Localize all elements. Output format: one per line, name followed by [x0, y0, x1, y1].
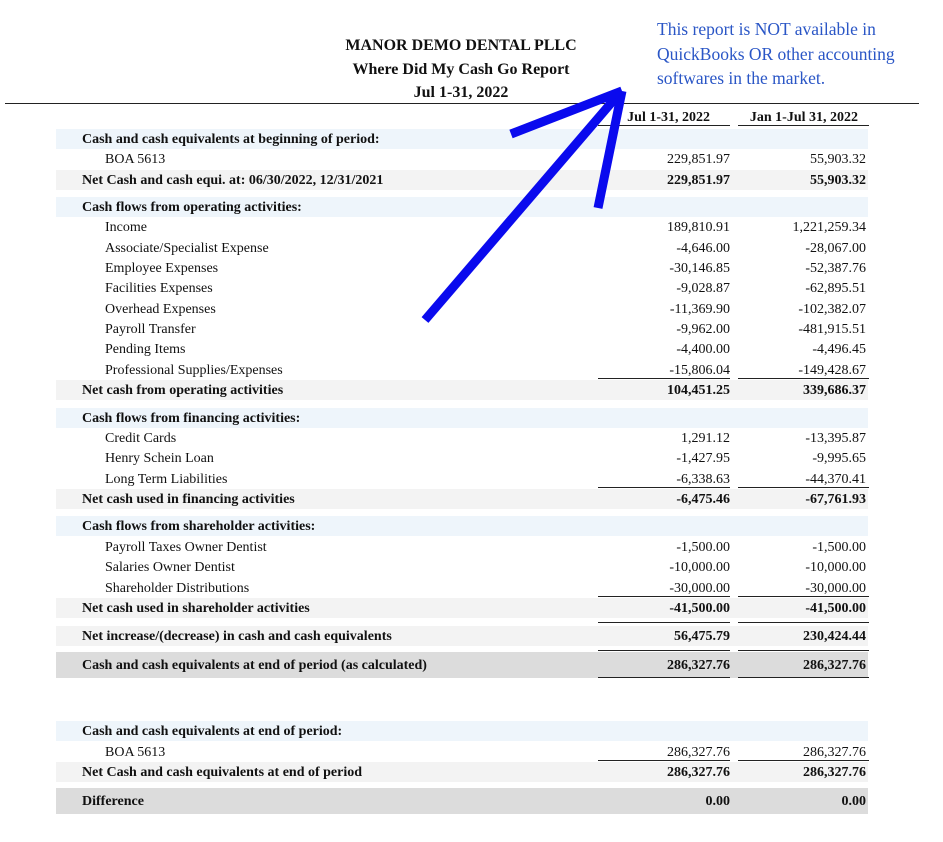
row-label: Net Cash and cash equivalents at end of period — [82, 765, 363, 780]
annotation-line: QuickBooks OR other accounting — [657, 43, 895, 64]
value-ytd: -13,395.87 — [805, 431, 866, 446]
value-ytd: 230,424.44 — [803, 629, 866, 644]
value-ytd: -10,000.00 — [805, 560, 866, 575]
value-jul: -4,400.00 — [676, 342, 730, 357]
value-jul: 104,451.25 — [667, 383, 730, 398]
value-jul: 286,327.76 — [667, 658, 730, 673]
value-ytd: -44,370.41 — [805, 472, 866, 487]
row-label: Employee Expenses — [105, 261, 219, 276]
row-label: Cash and cash equivalents at beginning of period: — [82, 132, 380, 147]
value-jul: -30,000.00 — [669, 581, 730, 596]
value-jul: -30,146.85 — [669, 261, 730, 276]
column-header-jul: Jul 1-31, 2022 — [627, 110, 710, 125]
row-label: Pending Items — [105, 342, 186, 357]
row-label: Payroll Transfer — [105, 322, 196, 337]
value-ytd: 0.00 — [841, 794, 866, 809]
value-jul: 189,810.91 — [667, 220, 730, 235]
row-label: Cash flows from operating activities: — [82, 200, 302, 215]
row-label: Long Term Liabilities — [105, 472, 228, 487]
value-ytd: -62,895.51 — [805, 281, 866, 296]
value-ytd: 55,903.32 — [810, 173, 866, 188]
value-ytd: -102,382.07 — [798, 302, 866, 317]
row-label: Salaries Owner Dentist — [105, 560, 235, 575]
row-label: Net increase/(decrease) in cash and cash equivalents — [82, 629, 392, 644]
value-ytd: 286,327.76 — [803, 745, 866, 760]
value-jul: -10,000.00 — [669, 560, 730, 575]
row-label: Cash flows from financing activities: — [82, 411, 301, 426]
row-label: Facilities Expenses — [105, 281, 213, 296]
value-ytd: -30,000.00 — [805, 581, 866, 596]
value-ytd: 1,221,259.34 — [792, 220, 866, 235]
value-ytd: -481,915.51 — [798, 322, 866, 337]
value-jul: -1,500.00 — [676, 540, 730, 555]
value-jul: -4,646.00 — [676, 241, 730, 256]
value-ytd: 286,327.76 — [803, 765, 866, 780]
row-label: BOA 5613 — [105, 152, 166, 167]
value-jul: -1,427.95 — [676, 451, 730, 466]
row-label: BOA 5613 — [105, 745, 166, 760]
row-label: Cash and cash equivalents at end of period: — [82, 724, 343, 739]
row-label: Difference — [82, 794, 144, 809]
row-label: Cash flows from shareholder activities: — [82, 519, 316, 534]
value-jul: 0.00 — [705, 794, 730, 809]
column-header-ytd: Jan 1-Jul 31, 2022 — [749, 110, 858, 125]
row-label: Henry Schein Loan — [105, 451, 214, 466]
value-ytd: 339,686.37 — [803, 383, 866, 398]
value-jul: -15,806.04 — [669, 363, 730, 378]
row-label: Income — [105, 220, 147, 235]
value-jul: -6,338.63 — [676, 472, 730, 487]
annotation-line: softwares in the market. — [657, 68, 826, 88]
row-label: Net cash used in financing activities — [82, 492, 295, 507]
value-ytd: -28,067.00 — [805, 241, 866, 256]
row-label: Net cash from operating activities — [82, 383, 284, 398]
report-title: Where Did My Cash Go Report — [352, 61, 570, 78]
row-label: Cash and cash equivalents at end of period (as calculated) — [82, 658, 427, 673]
value-jul: -41,500.00 — [669, 601, 730, 616]
value-ytd: -9,995.65 — [812, 451, 866, 466]
value-ytd: -52,387.76 — [805, 261, 866, 276]
value-jul: 229,851.97 — [667, 152, 730, 167]
value-jul: 286,327.76 — [667, 745, 730, 760]
value-jul: -11,369.90 — [669, 302, 730, 317]
value-jul: 229,851.97 — [667, 173, 730, 188]
value-ytd: -1,500.00 — [812, 540, 866, 555]
row-label: Professional Supplies/Expenses — [105, 363, 283, 378]
value-ytd: -149,428.67 — [798, 363, 866, 378]
company-name: MANOR DEMO DENTAL PLLC — [345, 37, 577, 54]
value-jul: 286,327.76 — [667, 765, 730, 780]
annotation-line: This report is NOT available in — [657, 19, 876, 39]
row-label: Associate/Specialist Expense — [105, 241, 269, 256]
value-jul: 1,291.12 — [681, 431, 730, 446]
value-jul: -9,028.87 — [676, 281, 730, 296]
value-jul: -6,475.46 — [676, 492, 730, 507]
report-period: Jul 1-31, 2022 — [413, 84, 509, 101]
row-label: Net Cash and cash equi. at: 06/30/2022, 12/31/2021 — [82, 173, 384, 188]
row-label: Payroll Taxes Owner Dentist — [105, 540, 267, 555]
row-label: Credit Cards — [105, 431, 177, 446]
row-label: Shareholder Distributions — [105, 581, 250, 596]
value-jul: 56,475.79 — [674, 629, 730, 644]
value-ytd: 55,903.32 — [810, 152, 866, 167]
value-ytd: -67,761.93 — [805, 492, 866, 507]
row-label: Overhead Expenses — [105, 302, 216, 317]
value-ytd: -4,496.45 — [812, 342, 866, 357]
value-ytd: -41,500.00 — [805, 601, 866, 616]
row-label: Net cash used in shareholder activities — [82, 601, 310, 616]
value-ytd: 286,327.76 — [803, 658, 866, 673]
value-jul: -9,962.00 — [676, 322, 730, 337]
